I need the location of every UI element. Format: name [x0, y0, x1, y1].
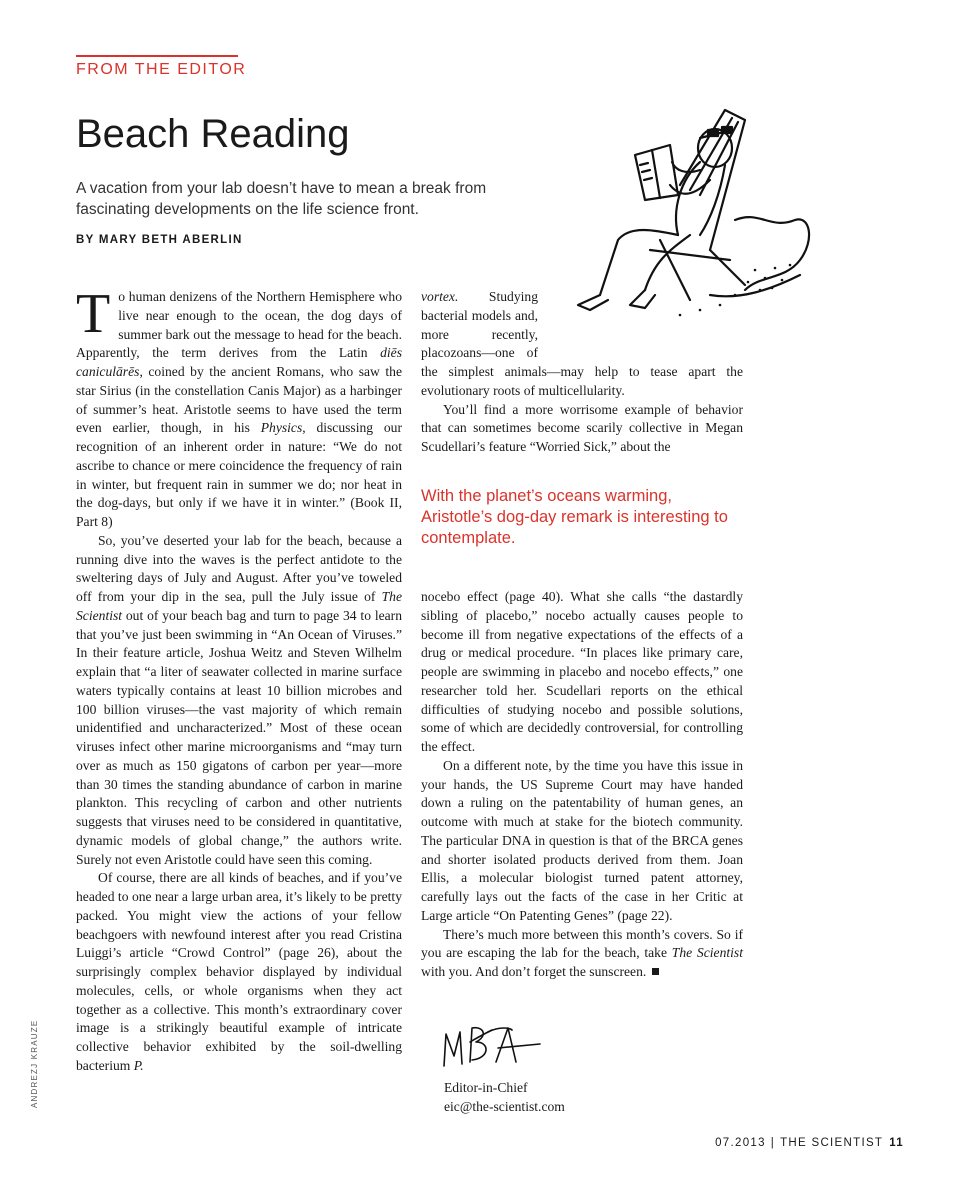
body-column-2-bottom: [421, 588, 743, 982]
text-run: There’s much more between this month’s covers. So if you are escaping the lab for the beach, take: [421, 926, 743, 961]
text-run: , discussing our recognition of an inherent order in nature: “We do not ascribe to chance or mere coincidence the frequency of rain in winter, but frequent rain in summer we do; nor heat in the dog-days, but only if we have it in winter.” (Book II, Part 8): [76, 420, 402, 529]
signoff: [444, 1078, 565, 1116]
footer-separator: |: [770, 1137, 776, 1149]
issue-date: 07.2013: [715, 1137, 766, 1149]
byline: BY MARY BETH ABERLIN: [76, 234, 243, 246]
illustration-wrap-space: [538, 288, 743, 363]
pull-quote: With the planet’s oceans warming, Aristotle’s dog-day remark is interesting to contemplate.: [421, 487, 728, 547]
paragraph: You’ll find a more worrisome example of behavior that can sometimes become scarily collective in Megan Scudellari’s feature “Worried Sick,” about the: [421, 401, 743, 454]
text-run: , coined by the ancient Romans, who saw the star Sirius (in the constellation Canis Major) as a harbinger of summer’s heat. Aristotle seems to have used the term even earlier, though, in his: [76, 364, 402, 436]
latin-term: diēs caniculārēs: [76, 345, 402, 379]
paragraph: [76, 532, 402, 870]
page-footer: [715, 1137, 904, 1149]
text-run: o human denizens of the Northern Hemisphere who live near enough to the ocean, the dog days of summer bark out the message to head for the beach. Apparently, the term derives from the Latin: [76, 289, 402, 361]
paragraph: On a different note, by the time you have this issue in your hands, the US Supreme Court may have handed down a ruling on the patentability of human genes, an outcome with much at stake for the biotech community. The particular DNA in question is that of the BRCA genes and shorter isolated products derived from them. Joan Ellis, a molecular biologist turned patent attorney, carefully lays out the facts of the case in her Critic at Large article “On Patenting Genes” (page 22).: [421, 757, 743, 923]
body-column-1: [76, 283, 402, 1076]
text-run: out of your beach bag and turn to page 34 to learn that you’ve just been swimming in “An Ocean of Viruses.” In their feature article, Joshua Weitz and Steven Wilhelm explain that “a liter of seawater collected in marine surface waters typically contains at least 10 billion microbes and 100 billion viruses—the vast majority of which remain unidentified and uncharacterized.” Most of these ocean viruses infect other marine microorganisms and “may turn over as much as 150 gigatons of carbon per year—more than 30 times the standing abundance of carbon in marine plankton. This recycling of carbon and other nutrients suggests that viruses need to be considered in quantitative, dynamic models of global change,” the authors write. Surely not even Aristotle could have seen this coming.: [76, 607, 402, 867]
paragraph: [421, 288, 743, 401]
magazine-title: THE SCIENTIST: [780, 1137, 884, 1149]
paragraph: [76, 283, 402, 532]
species-name: vortex.: [421, 289, 459, 304]
section-rule: [76, 55, 238, 57]
section-label: FROM THE EDITOR: [76, 61, 247, 78]
body-column-2-top: [421, 288, 743, 457]
species-name: P.: [133, 1057, 144, 1073]
text-run: Of course, there are all kinds of beaches, and if you’ve headed to one near a large urban area, it’s likely to be pretty packed. You might view the actions of your fellow beachgoers with newfound interest after you read Cristina Luiggi’s article “Crowd Control” (page 26), about the surprisingly complex behavior displayed by individual molecules, cells, or whole organisms when they act together as a collective. This month’s extraordinary cover image is a strikingly beautiful example of intricate collective behavior exhibited by the soil-dwelling bacterium: [76, 870, 402, 1073]
drop-cap: T: [76, 283, 111, 345]
deck: A vacation from your lab doesn’t have to mean a break from fascinating developments on the life science front.: [76, 180, 487, 218]
text-run: Studying bacterial models and, more recently, placozoans—one of the simplest animals—may help to tease apart the evolutionary roots of multicellularity.: [421, 289, 743, 398]
handwritten-signature: [440, 1022, 550, 1072]
end-square-icon: [652, 968, 659, 975]
paragraph: [76, 869, 402, 1075]
page-title: Beach Reading: [76, 112, 350, 156]
magazine-name: The Scientist: [671, 945, 743, 961]
paragraph: nocebo effect (page 40). What she calls “the dastardly sibling of placebo,” nocebo actually causes people to become ill from negative expectations of the effects of a drug or medical procedure. “In places like primary care, people are swimming in placebo and nocebo effects,” one researcher told her. Scudellari reports on the ethical difficulties of studying nocebo and possible solutions, some of which are decidedly controversial, for controlling the effect.: [421, 589, 743, 754]
signoff-role: Editor-in-Chief: [444, 1080, 528, 1095]
magazine-name: The Scientist: [76, 589, 402, 623]
page-number: 11: [889, 1137, 904, 1149]
text-run: So, you’ve deserted your lab for the beach, because a running dive into the waves is the perfect antidote to the sweltering days of July and August. After you’ve toweled off from your dip in the sea, pull the July issue of: [76, 532, 402, 604]
signoff-email: eic@the-scientist.com: [444, 1099, 565, 1114]
illustration-credit: ANDREZJ KRAUZE: [30, 1019, 39, 1108]
book-title: Physics: [260, 420, 303, 436]
paragraph: [421, 926, 743, 982]
text-run: with you. And don’t forget the sunscreen.: [421, 964, 647, 979]
